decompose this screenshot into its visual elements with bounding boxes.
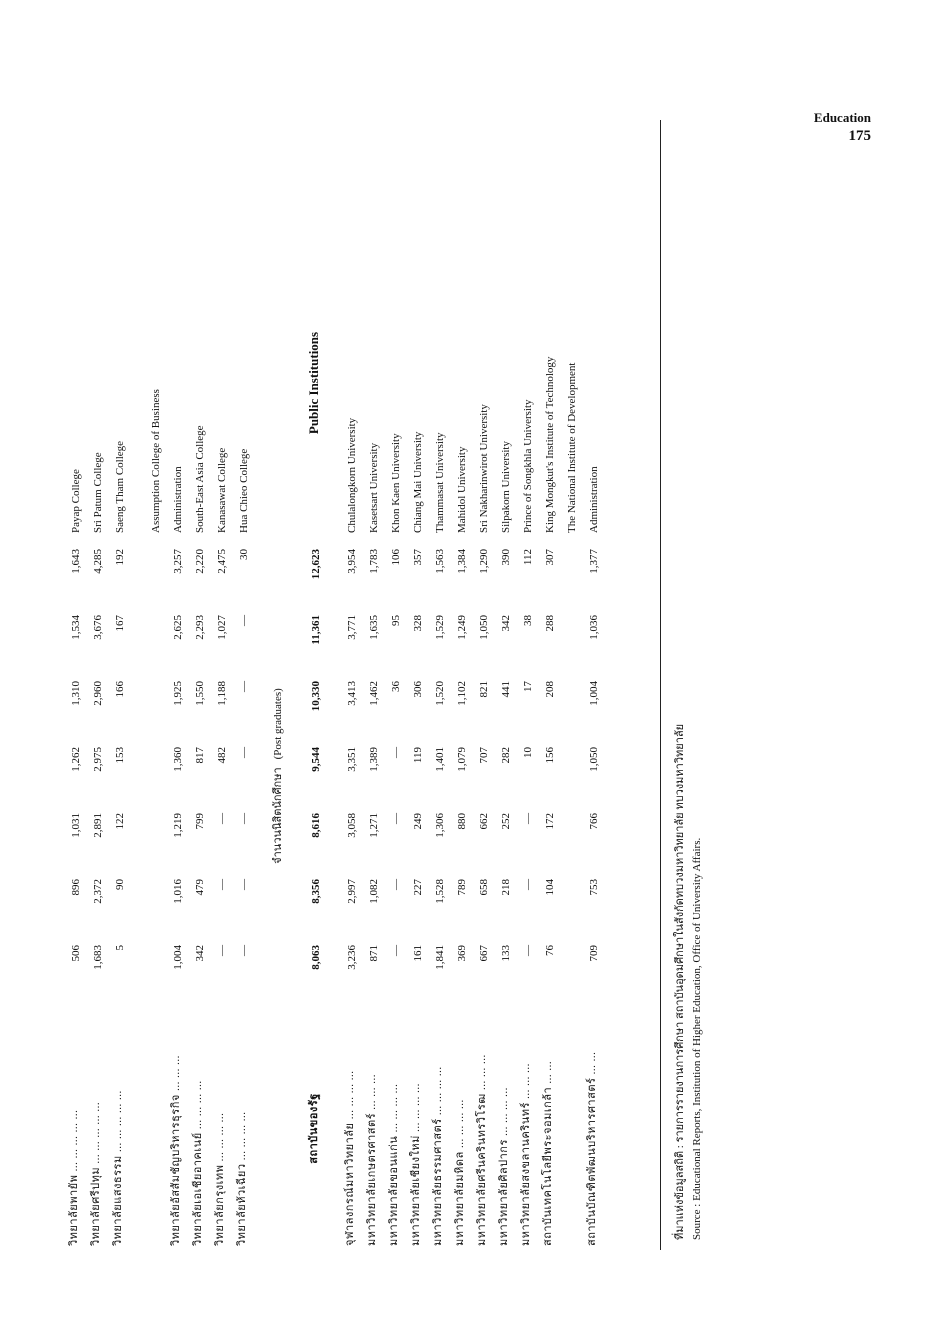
value-cell: 753 [588, 879, 600, 896]
thai-name: วิทยาลัยหัวเฉียว ... ... ... ... [236, 1111, 248, 1246]
value-cell: 390 [500, 549, 512, 566]
value-cell: 1,050 [478, 615, 490, 640]
thai-name: มหาวิทยาลัยมหิดล ... ... ... ... [454, 1099, 466, 1246]
value-cell [556, 809, 578, 875]
value-cell: — [522, 813, 534, 824]
table-row [184, 229, 206, 1250]
value-cell: 282 [500, 747, 512, 764]
value-cell: 153 [114, 747, 126, 764]
english-name: Mahidol University [456, 446, 468, 533]
rotated-table-page [60, 120, 750, 1250]
thai-name: วิทยาลัยเอเชียอาคเนย์ ... ... ... ... [192, 1080, 204, 1246]
value-cell: 4,285 [92, 549, 104, 574]
value-cell: 357 [412, 549, 424, 566]
thai-name: มหาวิทยาลัยธรรมศาสตร์ ... ... ... ... [432, 1066, 444, 1246]
value-cell: 106 [390, 549, 402, 566]
footnote [672, 724, 706, 1240]
value-cell: 1,529 [434, 615, 446, 640]
table-row [402, 229, 424, 1250]
value-cell: 10 [522, 747, 534, 758]
total-cell: 8,616 [310, 813, 322, 838]
thai-name: มหาวิทยาลัยขอนแก่น ... ... ... ... [388, 1083, 400, 1246]
value-cell: 1,528 [434, 879, 446, 904]
value-cell: 667 [478, 945, 490, 962]
spacer-row [322, 229, 336, 1250]
value-cell: 342 [194, 945, 206, 962]
value-cell: 2,220 [194, 549, 206, 574]
thai-name: มหาวิทยาลัยสงขลานครินทร์ ... ... ... [520, 1063, 532, 1246]
value-cell: — [238, 615, 250, 626]
value-cell: 1,306 [434, 813, 446, 838]
table-row [162, 229, 184, 1250]
total-cell: 9,544 [310, 747, 322, 772]
table-row [228, 229, 250, 1250]
value-cell: 167 [114, 615, 126, 632]
value-cell: 662 [478, 813, 490, 830]
thai-name: สถาบันบัณฑิตพัฒนบริหารศาสตร์ ... ... [586, 1051, 598, 1246]
value-cell: 17 [522, 681, 534, 692]
footnote-english: Source : Educational Reports, Institution of Higher Education, Office of University Affairs. [691, 837, 703, 1240]
table-row [512, 229, 534, 1250]
spacer-row [250, 229, 264, 1250]
table-row [534, 229, 556, 1250]
statistics-table [60, 229, 600, 1250]
table-row [60, 229, 82, 1250]
thai-name [556, 1007, 578, 1250]
value-cell: 1,389 [368, 747, 380, 772]
value-cell: 342 [500, 615, 512, 632]
value-cell: 799 [194, 813, 206, 830]
total-cell: 11,361 [310, 615, 322, 645]
value-cell: 2,891 [92, 813, 104, 838]
grad-heading-english: (Post graduates) [272, 688, 284, 760]
value-cell: 1,031 [70, 813, 82, 838]
table-row [104, 229, 126, 1250]
english-name: Thammasat University [434, 432, 446, 533]
value-cell: 3,351 [346, 747, 358, 772]
value-cell: 227 [412, 879, 424, 896]
value-cell: — [216, 813, 228, 824]
table-row [424, 229, 446, 1250]
value-cell [556, 941, 578, 1007]
value-cell: 1,016 [172, 879, 184, 904]
value-cell: 1,783 [368, 549, 380, 574]
english-name: Chiang Mai University [412, 431, 424, 533]
page-number: 175 [848, 128, 871, 144]
table-row [446, 229, 468, 1250]
table-row [140, 229, 162, 1250]
value-cell [140, 809, 162, 875]
value-cell: 1,643 [70, 549, 82, 574]
english-name: Silpakorn University [500, 441, 512, 533]
value-cell: 2,372 [92, 879, 104, 904]
thai-name: วิทยาลัยอัสสัมชัญบริหารธุรกิจ ... ... ... [170, 1055, 182, 1246]
english-name: Chulalongkorn University [346, 417, 358, 533]
value-cell: 2,975 [92, 747, 104, 772]
value-cell: 307 [544, 549, 556, 566]
value-cell: 2,475 [216, 549, 228, 574]
value-cell: 38 [522, 615, 534, 626]
value-cell: 172 [544, 813, 556, 830]
value-cell: 369 [456, 945, 468, 962]
value-cell: 1,520 [434, 681, 446, 706]
value-cell: 3,954 [346, 549, 358, 574]
value-cell: 208 [544, 681, 556, 698]
table-row [578, 229, 600, 1250]
public-heading-english: Public Institutions [306, 331, 321, 435]
value-cell: — [390, 945, 402, 956]
value-cell: 1,534 [70, 615, 82, 640]
page-header [814, 110, 871, 145]
thai-name [140, 1007, 162, 1250]
value-cell: 76 [544, 945, 556, 956]
total-cell: 10,330 [310, 681, 322, 712]
value-cell: 1,004 [588, 681, 600, 706]
english-name: Sri Nakharinwirot University [478, 404, 490, 533]
value-cell: 5 [114, 945, 126, 951]
value-cell: 707 [478, 747, 490, 764]
value-cell: 2,960 [92, 681, 104, 706]
value-cell: 104 [544, 879, 556, 896]
value-cell: 1,004 [172, 945, 184, 970]
value-cell: 821 [478, 681, 490, 698]
total-cell: 8,063 [310, 945, 322, 970]
english-name: Khon Kaen University [390, 433, 402, 533]
thai-name: มหาวิทยาลัยเกษตรศาสตร์ ... ... ... [366, 1073, 378, 1246]
value-cell: 1,036 [588, 615, 600, 640]
value-cell [556, 545, 578, 611]
value-cell [140, 677, 162, 743]
table-row [556, 229, 578, 1250]
value-cell: 709 [588, 945, 600, 962]
value-cell: 1,079 [456, 747, 468, 772]
value-cell: 482 [216, 747, 228, 764]
value-cell: 1,271 [368, 813, 380, 838]
value-cell: 192 [114, 549, 126, 566]
value-cell: 3,676 [92, 615, 104, 640]
grad-heading-row [264, 229, 286, 1250]
value-cell: 1,401 [434, 747, 446, 772]
english-name: Administration [172, 466, 184, 533]
value-cell: 1,219 [172, 813, 184, 838]
value-cell: 36 [390, 681, 402, 692]
value-cell: 896 [70, 879, 82, 896]
spacer-row [126, 229, 140, 1250]
value-cell: 1,249 [456, 615, 468, 640]
section-name: Education [813, 110, 871, 125]
thai-name: วิทยาลัยพายัพ ... ... ... ... ... [68, 1109, 80, 1246]
value-cell: 2,293 [194, 615, 206, 640]
value-cell: — [238, 945, 250, 956]
thai-name: วิทยาลัยศรีปทุม ... ... ... ... ... [90, 1101, 102, 1246]
footnote-thai: ที่มาแห่งข้อมูลสถิติ : รายการรายงานการศึกษา สถาบันอุดมศึกษาในสังกัดทบวงมหาวิทยาลัย ทบวงมหาวิทยาลัย [674, 723, 686, 1240]
table-row [468, 229, 490, 1250]
value-cell: 2,997 [346, 879, 358, 904]
thai-name: มหาวิทยาลัยศิลปากร ... ... ... ... [498, 1087, 510, 1246]
english-name: Saeng Tham College [114, 440, 126, 533]
value-cell: 3,236 [346, 945, 358, 970]
thai-name: วิทยาลัยแสงธรรม ... ... ... ... ... [112, 1090, 124, 1246]
total-cell: 12,623 [310, 549, 322, 580]
value-cell: 1,384 [456, 549, 468, 574]
english-name: Administration [588, 466, 600, 533]
value-cell: 95 [390, 615, 402, 626]
english-name: Kanasawat College [216, 447, 228, 533]
value-cell: 1,683 [92, 945, 104, 970]
table-row [490, 229, 512, 1250]
table-row [358, 229, 380, 1250]
english-name: The National Institute of Development [566, 362, 578, 533]
value-cell: 789 [456, 879, 468, 896]
value-cell [556, 743, 578, 809]
value-cell: 1,027 [216, 615, 228, 640]
table-row [82, 229, 104, 1250]
english-name: Assumption College of Business [150, 389, 162, 533]
value-cell: 1,050 [588, 747, 600, 772]
value-cell: 479 [194, 879, 206, 896]
value-cell: 871 [368, 945, 380, 962]
english-name: King Mongkut's Institute of Technology [544, 356, 556, 533]
value-cell: 1,082 [368, 879, 380, 904]
english-name: Prince of Songkhla University [522, 399, 534, 533]
public-heading-thai: สถาบันของรัฐ [308, 1093, 320, 1164]
grad-heading [264, 545, 286, 1007]
value-cell: 766 [588, 813, 600, 830]
english-name: Payap College [70, 469, 82, 533]
value-cell: — [238, 813, 250, 824]
value-cell: 328 [412, 615, 424, 632]
value-cell: 90 [114, 879, 126, 890]
value-cell [140, 545, 162, 611]
value-cell: 288 [544, 615, 556, 632]
value-cell: 1,841 [434, 945, 446, 970]
spacer-row [286, 229, 300, 1250]
value-cell: 1,635 [368, 615, 380, 640]
table-row [380, 229, 402, 1250]
table-row [206, 229, 228, 1250]
value-cell: — [390, 879, 402, 890]
value-cell: 1,925 [172, 681, 184, 706]
value-cell: 1,360 [172, 747, 184, 772]
value-cell [140, 743, 162, 809]
value-cell: 112 [522, 549, 534, 566]
value-cell [140, 875, 162, 941]
value-cell: 133 [500, 945, 512, 962]
value-cell: 1,563 [434, 549, 446, 574]
value-cell: 441 [500, 681, 512, 698]
english-name: South-East Asia College [194, 425, 206, 533]
value-cell: 3,413 [346, 681, 358, 706]
value-cell: 30 [238, 549, 250, 560]
value-cell: 506 [70, 945, 82, 962]
value-cell: 1,262 [70, 747, 82, 772]
value-cell: 306 [412, 681, 424, 698]
value-cell: 3,058 [346, 813, 358, 838]
value-cell: 218 [500, 879, 512, 896]
value-cell: 122 [114, 813, 126, 830]
value-cell: — [238, 747, 250, 758]
value-cell: 817 [194, 747, 206, 764]
value-cell: 2,625 [172, 615, 184, 640]
value-cell: 249 [412, 813, 424, 830]
thai-name: มหาวิทยาลัยศรีนครินทรวิโรฒ ... ... ... [476, 1054, 488, 1246]
english-name: Kasetsart University [368, 442, 380, 533]
value-cell: 3,771 [346, 615, 358, 640]
value-cell: — [522, 945, 534, 956]
value-cell: — [522, 879, 534, 890]
value-cell: 1,377 [588, 549, 600, 574]
value-cell [556, 875, 578, 941]
total-cell: 8,356 [310, 879, 322, 904]
grad-heading-thai: จำนวนนิสิตนักศึกษา [272, 767, 284, 864]
value-cell: 658 [478, 879, 490, 896]
english-name: Sri Patum College [92, 452, 104, 533]
value-cell [140, 941, 162, 1007]
value-cell: 1,462 [368, 681, 380, 706]
value-cell: 1,188 [216, 681, 228, 706]
value-cell: 252 [500, 813, 512, 830]
english-name: Hua Chieo College [238, 448, 250, 533]
value-cell: — [216, 879, 228, 890]
value-cell: 161 [412, 945, 424, 962]
value-cell [556, 611, 578, 677]
thai-name: วิทยาลัยกรุงเทพ ... ... ... ... [214, 1112, 226, 1246]
value-cell: — [216, 945, 228, 956]
value-cell: 1,102 [456, 681, 468, 706]
thai-name: จุฬาลงกรณ์มหาวิทยาลัย ... ... ... ... [344, 1070, 356, 1246]
value-cell: 1,310 [70, 681, 82, 706]
value-cell: 1,290 [478, 549, 490, 574]
value-cell: 156 [544, 747, 556, 764]
footer-rule [660, 120, 661, 1250]
value-cell [140, 611, 162, 677]
value-cell: 119 [412, 747, 424, 764]
public-total-row [300, 229, 322, 1250]
value-cell: — [390, 747, 402, 758]
value-cell: — [238, 681, 250, 692]
value-cell: — [390, 813, 402, 824]
value-cell: 166 [114, 681, 126, 698]
value-cell: 1,550 [194, 681, 206, 706]
value-cell: 3,257 [172, 549, 184, 574]
value-cell [556, 677, 578, 743]
table-row [336, 229, 358, 1250]
thai-name: สถาบันเทคโนโลยีพระจอมเกล้า ... ... [542, 1060, 554, 1246]
value-cell: — [238, 879, 250, 890]
thai-name: มหาวิทยาลัยเชียงใหม่ ... ... ... ... [410, 1083, 422, 1246]
value-cell: 880 [456, 813, 468, 830]
